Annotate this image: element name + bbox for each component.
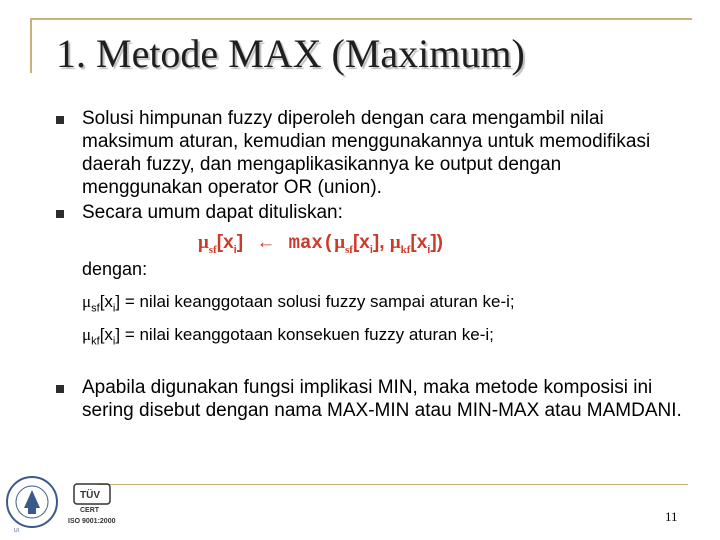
page-number: 11 — [665, 509, 678, 524]
frame-top-line — [30, 18, 692, 20]
slide-title: 1. Metode MAX (Maximum) — [56, 31, 525, 76]
dengan-label: dengan: — [82, 259, 148, 279]
formula-max: $\mu_{sf}[x_i]$ ← $\max(\mu_{sf}[x_i]$, $\mu_{kf}[x_i]$) — [198, 232, 443, 256]
tuv-iso-cert-logo — [66, 482, 120, 528]
svg-text:CERT: CERT — [80, 507, 100, 514]
frame-left-line — [30, 18, 32, 73]
definition-sf: $\mu_{sf}[x_i]$ = nilai keanggotaan solusi fuzzy sampai aturan ke-i; — [82, 292, 515, 315]
bullet-text-2: Secara umum dapat dituliskan: — [82, 202, 343, 223]
bullet-marker — [56, 385, 64, 393]
university-seal-logo — [4, 472, 60, 534]
footer-line — [98, 484, 688, 485]
definition-kf: $\mu_{kf}[x_i]$ = nilai keanggotaan konsekuen fuzzy aturan ke-i; — [82, 325, 494, 348]
svg-text:ISO 9001:2000: ISO 9001:2000 — [68, 518, 116, 525]
bullet-text-1: Solusi himpunan fuzzy diperoleh dengan cara mengambil nilai maksimum aturan, kemudian menggunakannya untuk memodifikasi daerah fuzzy, dan mengaplikasikannya ke output dengan menggunakan operator OR (union). — [82, 108, 651, 198]
bullet-marker — [56, 210, 64, 218]
bullet-text-3: Apabila digunakan fungsi implikasi MIN, maka metode komposisi ini sering disebut dengan nama MAX-MIN atau MIN-MAX atau MAMDANI. — [82, 377, 682, 421]
svg-text:UI: UI — [14, 528, 19, 534]
svg-text:TÜV: TÜV — [80, 490, 100, 501]
bullet-marker — [56, 116, 64, 124]
